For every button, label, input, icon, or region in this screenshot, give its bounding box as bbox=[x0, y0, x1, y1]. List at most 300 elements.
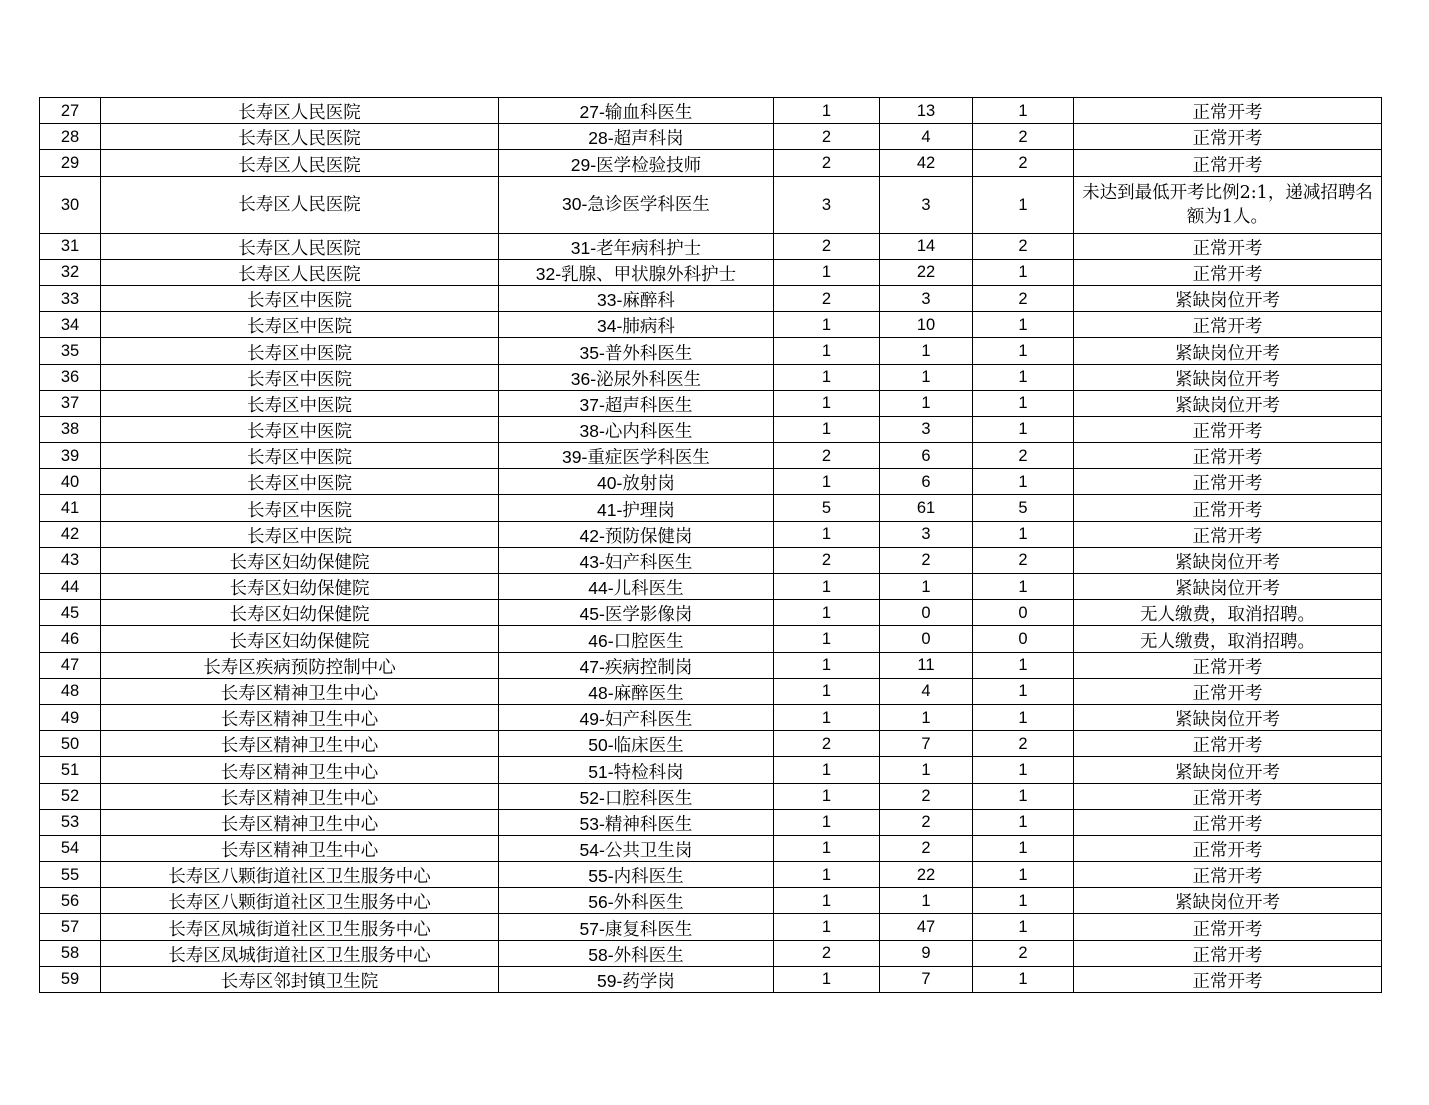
row-number-cell bbox=[40, 914, 101, 940]
position-name: -口腔科医生 bbox=[599, 788, 693, 809]
status-note: 正常开考 bbox=[1192, 238, 1263, 259]
status-note-cell bbox=[1074, 443, 1382, 469]
hire-count: 1 bbox=[1018, 682, 1028, 701]
hire-count-cell bbox=[973, 233, 1074, 259]
planned-count: 2 bbox=[821, 944, 832, 963]
status-note-cell bbox=[1074, 731, 1382, 757]
table-row bbox=[40, 495, 1382, 521]
status-note-cell bbox=[1074, 150, 1382, 176]
hire-count: 2 bbox=[1018, 734, 1028, 753]
unit-name: 长寿区妇幼保健院 bbox=[229, 605, 370, 626]
planned-count-cell bbox=[774, 312, 880, 338]
position-name: -麻醉医生 bbox=[607, 683, 684, 704]
planned-count: 3 bbox=[821, 195, 832, 214]
position-code: 59 bbox=[597, 971, 617, 991]
position-code: 54 bbox=[579, 840, 600, 861]
position-cell bbox=[499, 259, 774, 285]
row-number: 28 bbox=[60, 127, 80, 146]
status-note-cell bbox=[1074, 364, 1382, 390]
row-number: 47 bbox=[60, 656, 80, 675]
unit-cell bbox=[101, 150, 499, 176]
paid-count: 3 bbox=[921, 525, 931, 544]
hire-count-cell bbox=[973, 862, 1074, 888]
paid-count-cell bbox=[880, 783, 973, 809]
paid-count: 61 bbox=[916, 499, 936, 518]
position-code: 41 bbox=[597, 499, 617, 520]
unit-cell bbox=[101, 443, 499, 469]
paid-count-cell bbox=[880, 285, 973, 311]
paid-count: 7 bbox=[921, 734, 931, 753]
status-note: 无人缴费，取消招聘。 bbox=[1140, 631, 1315, 652]
status-note: 正常开考 bbox=[1192, 526, 1263, 547]
status-note: 正常开考 bbox=[1192, 103, 1263, 124]
paid-count: 10 bbox=[916, 315, 936, 334]
planned-count-cell bbox=[774, 783, 880, 809]
position-cell bbox=[499, 233, 774, 259]
position-name: -康复科医生 bbox=[599, 919, 693, 940]
status-note: 正常开考 bbox=[1192, 448, 1263, 469]
row-number: 48 bbox=[60, 682, 80, 701]
status-note: 紧缺岗位开考 bbox=[1175, 710, 1280, 731]
position-name: -特检科岗 bbox=[607, 762, 684, 783]
row-number-cell bbox=[40, 862, 101, 888]
unit-cell bbox=[101, 312, 499, 338]
unit-name: 长寿区妇幼保健院 bbox=[229, 579, 370, 600]
hire-count: 2 bbox=[1018, 446, 1028, 465]
paid-count-cell bbox=[880, 259, 973, 285]
status-note: 紧缺岗位开考 bbox=[1175, 762, 1280, 783]
position-cell bbox=[499, 364, 774, 390]
planned-count-cell bbox=[774, 285, 880, 311]
unit-cell bbox=[101, 469, 499, 495]
table-row bbox=[40, 940, 1382, 966]
position-name: -乳腺、甲状腺外科护士 bbox=[555, 264, 737, 285]
paid-count: 3 bbox=[921, 195, 931, 214]
position-code: 27 bbox=[579, 102, 600, 123]
hire-count: 1 bbox=[1018, 420, 1028, 439]
unit-cell bbox=[101, 940, 499, 966]
unit-cell bbox=[101, 914, 499, 940]
unit-name: 长寿区精神卫生中心 bbox=[220, 788, 379, 809]
paid-count-cell bbox=[880, 652, 973, 678]
position-name: -口腔医生 bbox=[607, 631, 684, 652]
table-row bbox=[40, 150, 1382, 176]
hire-count-cell bbox=[973, 364, 1074, 390]
planned-count: 2 bbox=[821, 446, 832, 465]
paid-count: 3 bbox=[921, 420, 931, 439]
paid-count-cell bbox=[880, 940, 973, 966]
table-row bbox=[40, 914, 1382, 940]
paid-count-cell bbox=[880, 757, 973, 783]
row-number: 30 bbox=[60, 195, 80, 214]
planned-count-cell bbox=[774, 940, 880, 966]
row-number-cell bbox=[40, 704, 101, 730]
planned-count-cell bbox=[774, 600, 880, 626]
position-code: 32 bbox=[535, 263, 556, 284]
unit-cell bbox=[101, 626, 499, 652]
table-row bbox=[40, 98, 1382, 124]
paid-count: 13 bbox=[916, 101, 936, 120]
paid-count: 9 bbox=[921, 944, 931, 963]
unit-name: 长寿区邻封镇卫生院 bbox=[220, 972, 379, 992]
paid-count: 0 bbox=[921, 629, 931, 648]
status-note-cell bbox=[1074, 783, 1382, 809]
planned-count: 2 bbox=[821, 289, 832, 308]
hire-count-cell bbox=[973, 966, 1074, 992]
status-note-cell bbox=[1074, 259, 1382, 285]
paid-count-cell bbox=[880, 574, 973, 600]
paid-count-cell bbox=[880, 390, 973, 416]
row-number-cell bbox=[40, 652, 101, 678]
paid-count: 2 bbox=[921, 813, 931, 832]
hire-count: 1 bbox=[1018, 918, 1028, 937]
planned-count: 1 bbox=[821, 315, 832, 334]
hire-count-cell bbox=[973, 495, 1074, 521]
planned-count-cell bbox=[774, 652, 880, 678]
row-number-cell bbox=[40, 469, 101, 495]
status-note-cell bbox=[1074, 176, 1382, 233]
status-note: 紧缺岗位开考 bbox=[1175, 553, 1280, 573]
hire-count-cell bbox=[973, 469, 1074, 495]
row-number-cell bbox=[40, 626, 101, 652]
position-name: -临床医生 bbox=[607, 736, 684, 757]
row-number: 53 bbox=[60, 813, 80, 832]
position-name: -超声科医生 bbox=[599, 395, 693, 416]
position-code: 56 bbox=[588, 892, 608, 913]
position-code: 42 bbox=[579, 525, 600, 546]
recruitment-table-page bbox=[39, 97, 1381, 993]
hire-count: 1 bbox=[1018, 760, 1028, 779]
unit-cell bbox=[101, 259, 499, 285]
paid-count: 2 bbox=[921, 787, 931, 806]
status-note: 正常开考 bbox=[1192, 474, 1263, 495]
status-note: 正常开考 bbox=[1192, 500, 1263, 521]
status-note-cell bbox=[1074, 757, 1382, 783]
status-note: 正常开考 bbox=[1192, 657, 1263, 678]
unit-name: 长寿区精神卫生中心 bbox=[220, 841, 379, 862]
hire-count-cell bbox=[973, 259, 1074, 285]
paid-count-cell bbox=[880, 966, 973, 992]
planned-count: 1 bbox=[821, 813, 832, 832]
hire-count-cell bbox=[973, 809, 1074, 835]
table-row bbox=[40, 626, 1382, 652]
paid-count-cell bbox=[880, 364, 973, 390]
table-row bbox=[40, 731, 1382, 757]
status-note: 正常开考 bbox=[1192, 919, 1263, 940]
hire-count: 1 bbox=[1018, 315, 1028, 334]
paid-count-cell bbox=[880, 809, 973, 835]
paid-count-cell bbox=[880, 469, 973, 495]
paid-count-cell bbox=[880, 626, 973, 652]
status-note: 正常开考 bbox=[1192, 317, 1263, 338]
status-note: 正常开考 bbox=[1192, 841, 1263, 862]
status-note: 正常开考 bbox=[1192, 788, 1263, 809]
row-number: 44 bbox=[60, 577, 80, 596]
hire-count: 0 bbox=[1018, 603, 1028, 622]
table-row bbox=[40, 757, 1382, 783]
position-code: 29 bbox=[570, 154, 591, 175]
row-number-cell bbox=[40, 285, 101, 311]
unit-cell bbox=[101, 783, 499, 809]
position-cell bbox=[499, 678, 774, 704]
paid-count: 1 bbox=[921, 368, 931, 387]
unit-name: 长寿区精神卫生中心 bbox=[220, 710, 379, 731]
position-cell bbox=[499, 809, 774, 835]
hire-count: 1 bbox=[1018, 708, 1028, 727]
status-note: 正常开考 bbox=[1192, 814, 1263, 835]
planned-count: 2 bbox=[821, 237, 832, 256]
hire-count-cell bbox=[973, 731, 1074, 757]
table-row bbox=[40, 416, 1382, 442]
table-row bbox=[40, 390, 1382, 416]
planned-count-cell bbox=[774, 835, 880, 861]
position-name: -医学检验技师 bbox=[590, 155, 702, 176]
row-number: 49 bbox=[60, 708, 80, 727]
position-name: -药学岗 bbox=[616, 972, 675, 992]
unit-name: 长寿区人民医院 bbox=[238, 129, 361, 150]
hire-count-cell bbox=[973, 600, 1074, 626]
table-row bbox=[40, 312, 1382, 338]
unit-name: 长寿区精神卫生中心 bbox=[220, 736, 379, 757]
status-note-cell bbox=[1074, 888, 1382, 914]
unit-name: 长寿区八颗街道社区卫生服务中心 bbox=[168, 893, 431, 914]
status-note-cell bbox=[1074, 914, 1382, 940]
status-note-cell bbox=[1074, 652, 1382, 678]
planned-count-cell bbox=[774, 809, 880, 835]
planned-count-cell bbox=[774, 150, 880, 176]
position-name: -护理岗 bbox=[616, 500, 675, 521]
status-note-cell bbox=[1074, 312, 1382, 338]
unit-cell bbox=[101, 731, 499, 757]
paid-count-cell bbox=[880, 835, 973, 861]
position-code: 38 bbox=[579, 421, 600, 442]
status-note: 正常开考 bbox=[1192, 422, 1263, 443]
hire-count-cell bbox=[973, 176, 1074, 233]
hire-count: 2 bbox=[1018, 153, 1028, 172]
paid-count: 4 bbox=[921, 682, 931, 701]
paid-count-cell bbox=[880, 416, 973, 442]
paid-count: 1 bbox=[921, 708, 931, 727]
planned-count-cell bbox=[774, 731, 880, 757]
planned-count-cell bbox=[774, 443, 880, 469]
hire-count-cell bbox=[973, 626, 1074, 652]
unit-cell bbox=[101, 98, 499, 124]
table-body bbox=[40, 98, 1382, 993]
paid-count-cell bbox=[880, 678, 973, 704]
table-row bbox=[40, 574, 1382, 600]
planned-count-cell bbox=[774, 233, 880, 259]
row-number-cell bbox=[40, 176, 101, 233]
position-code: 46 bbox=[588, 630, 608, 651]
position-name: -急诊医学科医生 bbox=[581, 195, 710, 216]
position-cell bbox=[499, 574, 774, 600]
status-note-cell bbox=[1074, 600, 1382, 626]
status-note-cell bbox=[1074, 390, 1382, 416]
row-number: 43 bbox=[60, 551, 80, 570]
unit-cell bbox=[101, 704, 499, 730]
status-note-cell bbox=[1074, 940, 1382, 966]
position-code: 52 bbox=[579, 787, 600, 808]
status-note-cell bbox=[1074, 704, 1382, 730]
position-code: 36 bbox=[570, 368, 591, 389]
row-number: 31 bbox=[60, 237, 80, 256]
row-number-cell bbox=[40, 338, 101, 364]
row-number-cell bbox=[40, 390, 101, 416]
hire-count-cell bbox=[973, 835, 1074, 861]
position-name: -放射岗 bbox=[616, 474, 675, 495]
planned-count-cell bbox=[774, 390, 880, 416]
row-number-cell bbox=[40, 574, 101, 600]
planned-count: 1 bbox=[821, 656, 832, 675]
position-cell bbox=[499, 652, 774, 678]
hire-count: 2 bbox=[1018, 944, 1028, 963]
row-number: 50 bbox=[60, 734, 80, 753]
row-number-cell bbox=[40, 888, 101, 914]
paid-count-cell bbox=[880, 338, 973, 364]
row-number: 33 bbox=[60, 289, 80, 308]
unit-name: 长寿区疾病预防控制中心 bbox=[203, 657, 396, 678]
planned-count: 5 bbox=[821, 499, 832, 518]
planned-count-cell bbox=[774, 416, 880, 442]
row-number-cell bbox=[40, 521, 101, 547]
row-number-cell bbox=[40, 364, 101, 390]
planned-count: 1 bbox=[821, 787, 832, 806]
status-note-cell bbox=[1074, 862, 1382, 888]
unit-cell bbox=[101, 678, 499, 704]
position-name: -麻醉科 bbox=[616, 291, 675, 312]
planned-count: 2 bbox=[821, 734, 832, 753]
hire-count-cell bbox=[973, 783, 1074, 809]
planned-count-cell bbox=[774, 626, 880, 652]
paid-count: 47 bbox=[916, 918, 936, 937]
unit-name: 长寿区精神卫生中心 bbox=[220, 683, 379, 704]
unit-name: 长寿区人民医院 bbox=[238, 194, 361, 215]
table-row bbox=[40, 888, 1382, 914]
row-number: 55 bbox=[60, 865, 80, 884]
planned-count-cell bbox=[774, 888, 880, 914]
row-number-cell bbox=[40, 495, 101, 521]
position-code: 47 bbox=[579, 656, 600, 677]
position-cell bbox=[499, 443, 774, 469]
unit-cell bbox=[101, 966, 499, 992]
position-code: 35 bbox=[579, 342, 600, 363]
hire-count: 2 bbox=[1018, 127, 1028, 146]
paid-count: 22 bbox=[916, 865, 936, 884]
position-cell bbox=[499, 783, 774, 809]
hire-count-cell bbox=[973, 312, 1074, 338]
status-note: 正常开考 bbox=[1192, 129, 1263, 150]
row-number-cell bbox=[40, 150, 101, 176]
status-note-cell bbox=[1074, 233, 1382, 259]
unit-name: 长寿区中医院 bbox=[247, 526, 352, 547]
status-note: 正常开考 bbox=[1192, 683, 1263, 704]
position-code: 57 bbox=[579, 918, 600, 939]
planned-count-cell bbox=[774, 521, 880, 547]
table-row bbox=[40, 783, 1382, 809]
status-note: 正常开考 bbox=[1192, 972, 1263, 992]
planned-count: 1 bbox=[821, 394, 832, 413]
row-number: 42 bbox=[60, 525, 80, 544]
unit-name: 长寿区人民医院 bbox=[238, 155, 361, 176]
unit-name: 长寿区中医院 bbox=[247, 343, 352, 364]
unit-cell bbox=[101, 285, 499, 311]
planned-count-cell bbox=[774, 124, 880, 150]
unit-cell bbox=[101, 862, 499, 888]
unit-cell bbox=[101, 390, 499, 416]
paid-count-cell bbox=[880, 495, 973, 521]
position-cell bbox=[499, 966, 774, 992]
unit-name: 长寿区妇幼保健院 bbox=[229, 631, 370, 652]
paid-count: 6 bbox=[921, 446, 931, 465]
position-cell bbox=[499, 914, 774, 940]
unit-name: 长寿区中医院 bbox=[247, 474, 352, 495]
planned-count: 1 bbox=[821, 603, 832, 622]
planned-count: 1 bbox=[821, 472, 832, 491]
hire-count-cell bbox=[973, 547, 1074, 573]
unit-name: 长寿区人民医院 bbox=[238, 103, 361, 124]
position-code: 31 bbox=[570, 237, 591, 258]
status-note-cell bbox=[1074, 124, 1382, 150]
hire-count-cell bbox=[973, 757, 1074, 783]
position-name: -妇产科医生 bbox=[599, 710, 693, 731]
unit-name: 长寿区中医院 bbox=[247, 369, 352, 390]
position-cell bbox=[499, 940, 774, 966]
paid-count: 42 bbox=[916, 153, 936, 172]
planned-count: 2 bbox=[821, 551, 832, 570]
position-cell bbox=[499, 862, 774, 888]
paid-count-cell bbox=[880, 600, 973, 626]
position-name: -内科医生 bbox=[607, 867, 684, 888]
unit-name: 长寿区人民医院 bbox=[238, 238, 361, 259]
hire-count-cell bbox=[973, 443, 1074, 469]
position-cell bbox=[499, 547, 774, 573]
unit-name: 长寿区凤城街道社区卫生服务中心 bbox=[168, 919, 431, 940]
row-number-cell bbox=[40, 600, 101, 626]
unit-cell bbox=[101, 233, 499, 259]
row-number: 29 bbox=[60, 153, 80, 172]
table-row bbox=[40, 652, 1382, 678]
position-name: -预防保健岗 bbox=[599, 526, 693, 547]
planned-count-cell bbox=[774, 574, 880, 600]
hire-count-cell bbox=[973, 150, 1074, 176]
position-name: -泌尿外科医生 bbox=[590, 369, 702, 390]
paid-count: 3 bbox=[921, 289, 931, 308]
hire-count: 1 bbox=[1018, 970, 1028, 989]
table-row bbox=[40, 600, 1382, 626]
row-number-cell bbox=[40, 124, 101, 150]
position-cell bbox=[499, 98, 774, 124]
row-number: 37 bbox=[60, 394, 80, 413]
hire-count-cell bbox=[973, 888, 1074, 914]
row-number: 46 bbox=[60, 629, 80, 648]
table-row bbox=[40, 809, 1382, 835]
unit-cell bbox=[101, 124, 499, 150]
paid-count-cell bbox=[880, 704, 973, 730]
row-number-cell bbox=[40, 809, 101, 835]
planned-count: 1 bbox=[821, 682, 832, 701]
row-number: 57 bbox=[60, 918, 80, 937]
position-cell bbox=[499, 416, 774, 442]
planned-count-cell bbox=[774, 914, 880, 940]
hire-count: 5 bbox=[1018, 499, 1028, 518]
unit-cell bbox=[101, 888, 499, 914]
planned-count-cell bbox=[774, 495, 880, 521]
paid-count: 1 bbox=[921, 577, 931, 596]
table-row bbox=[40, 835, 1382, 861]
hire-count: 1 bbox=[1018, 472, 1028, 491]
recruitment-table bbox=[39, 97, 1382, 993]
hire-count: 1 bbox=[1018, 263, 1028, 282]
